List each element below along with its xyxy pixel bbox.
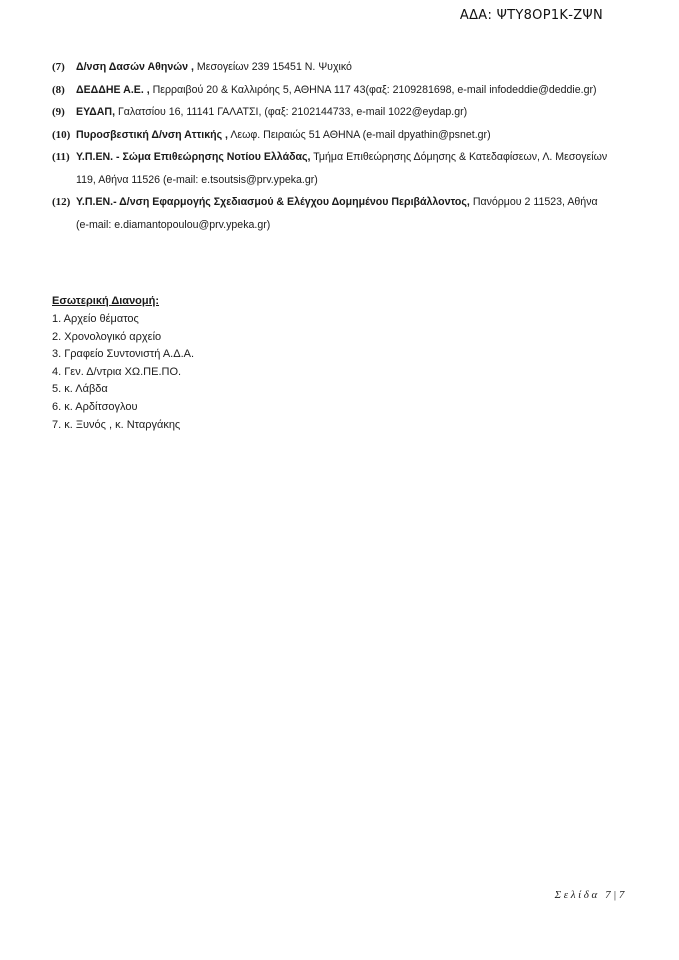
recipient-number: (10) [52,128,71,141]
recipient-address-continued: 119, Αθήνα 11526 (e-mail: e.tsoutsis@prv.ypeka.gr) [76,173,318,186]
recipient-number: (12) [52,196,71,208]
distribution-item: 3. Γραφείο Συντονιστή Α.Δ.Α. [52,348,195,361]
recipients-list [52,56,642,236]
recipient-address: Πανόρμου 2 11523, Αθήνα [469,196,598,208]
recipient-name: Υ.Π.ΕΝ.- Δ/νση Εφαρμογής Σχεδιασμού & Ελέγχου Δομημένου Περιβάλλοντος, [76,196,470,208]
recipient-7 [52,56,642,79]
distribution-item: 7. κ. Ξυνός , κ. Νταργάκης [52,418,181,431]
recipient-number: (9) [52,106,65,118]
recipient-12 [52,191,642,236]
recipient-name: Δ/νση Δασών Αθηνών , [76,61,194,73]
page-number: Σελίδα 7|7 [554,889,627,901]
recipient-address: Μεσογείων 239 15451 Ν. Ψυχικό [193,61,352,73]
distribution-item: 4. Γεν. Δ/ντρια ΧΩ.ΠΕ.ΠΟ. [52,365,182,378]
recipient-address: Τμήμα Επιθεώρησης Δόμησης & Κατεδαφίσεων, Λ. Μεσογείων [310,151,608,163]
recipient-address-continued: (e-mail: e.diamantopoulou@prv.ypeka.gr) [76,218,271,231]
recipient-name: Υ.Π.ΕΝ. - Σώμα Επιθεώρησης Νοτίου Ελλάδας, [76,151,311,163]
ada-code: ΑΔΑ: ΨΤΥ8ΟΡ1Κ-ΖΨΝ [459,8,603,23]
recipient-9 [52,101,642,124]
recipient-11 [52,146,642,191]
internal-distribution-title: Εσωτερική Διανομή: [52,295,160,307]
internal-distribution [52,293,194,434]
recipient-number: (7) [52,61,65,73]
distribution-item: 5. κ. Λάβδα [52,383,108,396]
distribution-item: 1. Αρχείο θέματος [52,313,139,325]
recipient-10 [52,124,642,147]
recipient-8 [52,79,642,102]
distribution-item: 2. Χρονολογικό αρχείο [52,330,162,343]
recipient-name: Πυροσβεστική Δ/νση Αττικής , [76,128,228,141]
recipient-address: Γαλατσίου 16, 11141 ΓΑΛΑΤΣΙ, (φαξ: 2102144733, e-mail 1022@eydap.gr) [115,106,468,118]
recipient-name: ΔΕΔΔΗΕ Α.Ε. , [76,83,150,96]
distribution-item: 6. κ. Αρδίτσογλου [52,400,138,413]
recipient-address: Περραιβού 20 & Καλλιρόης 5, ΑΘΗΝΑ 117 43(φαξ: 2109281698, e-mail infodeddie@deddie.gr) [149,83,597,96]
recipient-number: (8) [52,83,65,96]
recipient-address: Λεωφ. Πειραιώς 51 ΑΘΗΝΑ (e-mail dpyathin@psnet.gr) [227,128,491,141]
recipient-number: (11) [52,151,70,163]
recipient-name: ΕΥΔΑΠ, [76,106,116,118]
